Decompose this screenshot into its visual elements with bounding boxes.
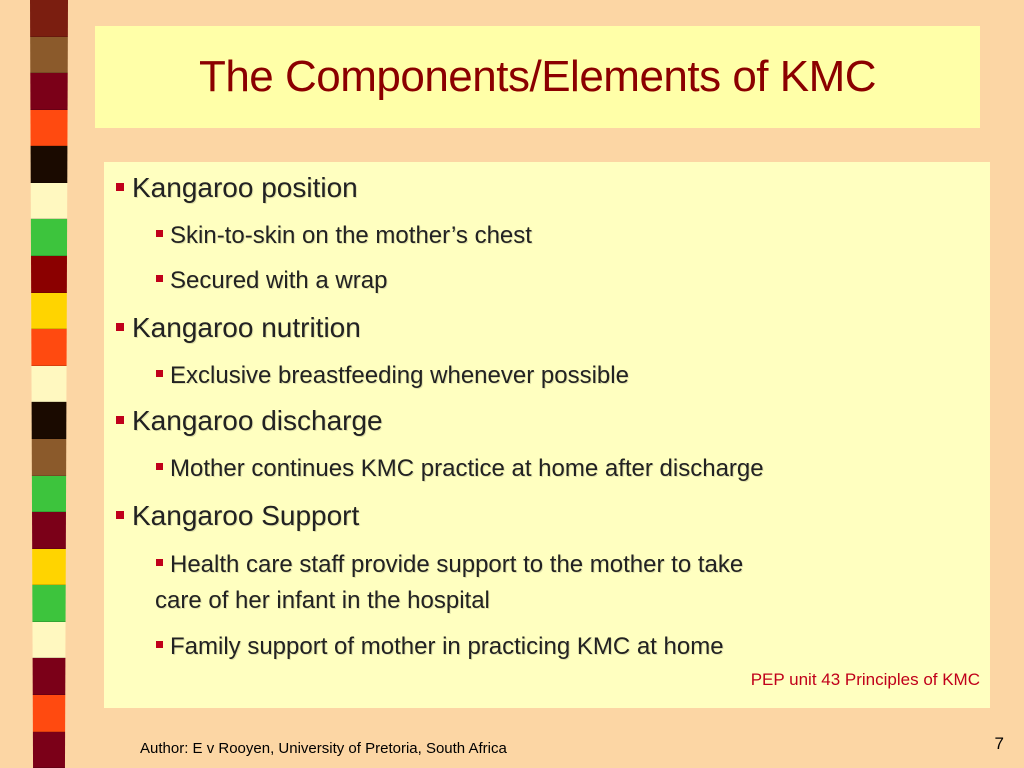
bullet-text: Kangaroo nutrition	[132, 312, 361, 343]
page-number: 7	[994, 734, 1004, 753]
subbullet-family-support	[156, 629, 724, 665]
stripe-segment	[30, 658, 68, 695]
subbullet-text: Skin-to-skin on the mother’s chest	[170, 222, 532, 249]
stripe-segment	[30, 585, 68, 622]
title-box	[95, 26, 980, 128]
bullet-kangaroo-nutrition	[116, 312, 361, 344]
subbullet-text: Exclusive breastfeeding whenever possible	[170, 362, 629, 389]
stripe-segment	[30, 146, 68, 183]
stripe-segment	[30, 695, 68, 732]
stripe-segment	[30, 183, 68, 220]
bullet-text: Kangaroo position	[132, 172, 358, 203]
content-box	[104, 162, 990, 708]
stripe-segment	[30, 219, 68, 256]
stripe-segment	[30, 439, 68, 476]
subbullet-continues-kmc	[156, 451, 764, 487]
bullet-icon	[156, 275, 163, 282]
bullet-icon	[116, 511, 124, 519]
stripe-segment	[30, 110, 68, 147]
decorative-stripe	[30, 0, 68, 768]
subbullet-breastfeeding	[156, 358, 629, 394]
stripe-segment	[30, 622, 68, 659]
subbullet-text-line2: care of her infant in the hospital	[155, 587, 490, 614]
bullet-kangaroo-discharge	[116, 405, 383, 437]
stripe-segment	[30, 549, 68, 586]
stripe-segment	[30, 37, 68, 74]
subbullet-skin-to-skin	[156, 218, 532, 254]
bullet-kangaroo-support	[116, 500, 359, 532]
subbullet-health-care-staff	[156, 547, 743, 619]
bullet-icon	[116, 183, 124, 191]
subbullet-text-line1: Health care staff provide support to the mother to take	[170, 551, 744, 578]
bullet-icon	[156, 463, 163, 470]
subbullet-text: Secured with a wrap	[170, 267, 388, 294]
slide-title: The Components/Elements of KMC	[198, 52, 877, 101]
bullet-icon	[156, 559, 163, 566]
bullet-icon	[156, 230, 163, 237]
bullet-icon	[116, 416, 124, 424]
stripe-segment	[30, 732, 68, 768]
bullet-icon	[156, 370, 163, 377]
bullet-kangaroo-position	[116, 172, 358, 204]
citation: PEP unit 43 Principles of KMC	[750, 670, 980, 689]
bullet-icon	[156, 641, 163, 648]
bullet-text: Kangaroo Support	[132, 500, 360, 531]
stripe-segment	[30, 476, 68, 513]
subbullet-text: Family support of mother in practicing KMC at home	[170, 633, 724, 660]
stripe-segment	[30, 366, 68, 403]
stripe-segment	[30, 293, 68, 330]
bullet-icon	[116, 323, 124, 331]
bullet-text: Kangaroo discharge	[132, 405, 383, 436]
stripe-segment	[30, 402, 68, 439]
stripe-segment	[30, 0, 68, 37]
author-footer: Author: E v Rooyen, University of Pretoria, South Africa	[140, 740, 507, 757]
stripe-segment	[30, 512, 68, 549]
subbullet-secured-wrap	[156, 263, 387, 299]
subbullet-text: Mother continues KMC practice at home after discharge	[170, 455, 764, 482]
stripe-segment	[30, 256, 68, 293]
stripe-segment	[30, 73, 68, 110]
stripe-segment	[30, 329, 68, 366]
